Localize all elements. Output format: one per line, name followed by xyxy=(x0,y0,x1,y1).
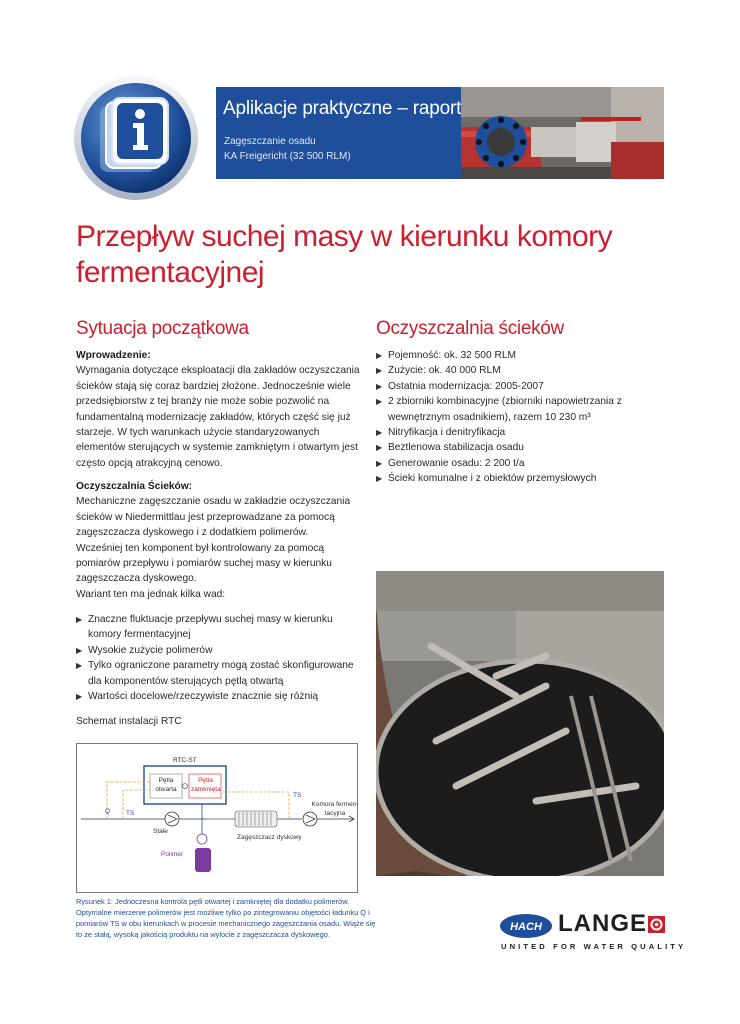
thickener-tank-photo xyxy=(376,571,664,876)
plant-facts-list xyxy=(376,348,640,487)
list-item: ▶ Tylko ograniczone parametry mogą zostać skonfigurowane dla komponentów sterujących pętlą otwartą xyxy=(76,658,366,689)
list-item: ▶ Generowanie osadu: 2 200 t/a xyxy=(376,456,640,471)
list-item: ▶ Beztlenowa stabilizacja osadu xyxy=(376,440,640,455)
list-item: ▶ Ścieki komunalne i z obiektów przemysłowych xyxy=(376,471,640,486)
solids-label: Stałe xyxy=(153,828,168,835)
intro-paragraph: Wymagania dotyczące eksploatacji dla zakładów oczyszczania ścieków stają się coraz bardziej złożone. Jednocześnie wiele przedsiębiorstw z tej branży nie może sobie pozwolić na fundamentalną modernizację zakładów, których część się już starzeje. W tych warunkach użycie standaryzowanych elementów sterujących w systemie zamkniętym i otwartym jest często opcją atrakcyjną cenowo. xyxy=(76,365,360,469)
header-pipe-photo xyxy=(461,87,664,179)
plant-label: Oczyszczalnia Ścieków: xyxy=(76,481,193,492)
header-title: Aplikacje praktyczne – raport xyxy=(223,98,462,119)
list-item: ▶ Nitryfikacja i denitryfikacja xyxy=(376,425,640,440)
hach-logo-text: HACH xyxy=(510,921,542,933)
header-subtitle-plant: KA Freigericht (32 500 RLM) xyxy=(224,151,351,162)
rtc-schema-diagram xyxy=(76,743,358,893)
header-subtitle-topic: Zagęszczanie osadu xyxy=(224,136,316,147)
section-heading-initial-situation: Sytuacja początkowa xyxy=(76,318,249,339)
figure-caption: Rysunek 1: Jednoczesna kontrola pętli otwartej i zamkniętej dla dodatku polimerów. Optymalne mierzenie polimerów jest możliwe tylko po zintegrowaniu objętości ładunku Q i pomiarów TS w obu kierunkach w procesie mechanicznego zagęszczania osadu. Wiąże się to ze stałą, wysoką jakością produktu na wylocie z zagęszczacza dyskowego. xyxy=(76,897,376,939)
plant-paragraph-3: Wariant ten ma jednak kilka wad: xyxy=(76,588,226,600)
list-item: ▶ Wartości docelowe/rzeczywiste znacznie się różnią xyxy=(76,689,366,704)
info-icon xyxy=(72,74,200,202)
closed-loop-label: Pętla zamknięta xyxy=(191,777,221,793)
section-heading-plant: Oczyszczalnia ścieków xyxy=(376,318,564,339)
plant-paragraph-1: Mechaniczne zagęszczanie osadu w zakładzie oczyszczania ścieków w Niedermittlau jest przeprowadzane za pomocą zagęszczacza dyskowego i z dodatkiem polimerów. xyxy=(76,496,351,539)
polymer-label: Polimer xyxy=(161,851,184,858)
lange-logo-text: LANGE xyxy=(558,910,647,937)
ts-right-label: TS xyxy=(293,792,302,799)
list-item: ▶ Pojemność: ok. 32 500 RLM xyxy=(376,348,640,363)
open-loop-label: Pętla otwarta xyxy=(155,777,177,793)
thickener-label: Zagęszczacz dyskowy xyxy=(237,834,302,841)
digester-label: Komora fermen- tacyjna xyxy=(311,801,359,817)
list-item: ▶ Zużycie: ok. 40 000 RLM xyxy=(376,363,640,378)
drawbacks-list xyxy=(76,612,366,704)
list-item: ▶ Ostatnia modernizacja: 2005-2007 xyxy=(376,379,640,394)
plant-block xyxy=(76,479,366,602)
ts-left-label: TS xyxy=(126,810,135,817)
list-item: ▶ Znaczne fluktuacje przepływu suchej masy w kierunku komory fermentacyjnej xyxy=(76,612,366,643)
rtc-label: RTC-ST xyxy=(173,757,197,764)
plant-paragraph-2: Wcześniej ten komponent był kontrolowany za pomocą pomiarów przepływu i pomiarów suchej masy w kierunku zagęszczacza dyskowego. xyxy=(76,542,332,585)
company-tagline: UNITED FOR WATER QUALITY xyxy=(501,942,687,951)
lange-logo-mark xyxy=(648,916,665,933)
list-item: ▶ Wysokie zużycie polimerów xyxy=(76,643,366,658)
hach-logo xyxy=(500,914,552,938)
document-title: Przepływ suchej masy w kierunku komory fermentacyjnej xyxy=(76,220,613,289)
intro-block xyxy=(76,348,366,471)
intro-label: Wprowadzenie: xyxy=(76,350,151,361)
list-item: ▶ 2 zbiorniki kombinacyjne (zbiorniki napowietrzania z wewnętrznym osadnikiem), razem 10 230 m³ xyxy=(376,394,640,425)
schema-label: Schemat instalacji RTC xyxy=(76,716,182,727)
flow-q-label: Q xyxy=(105,808,111,815)
